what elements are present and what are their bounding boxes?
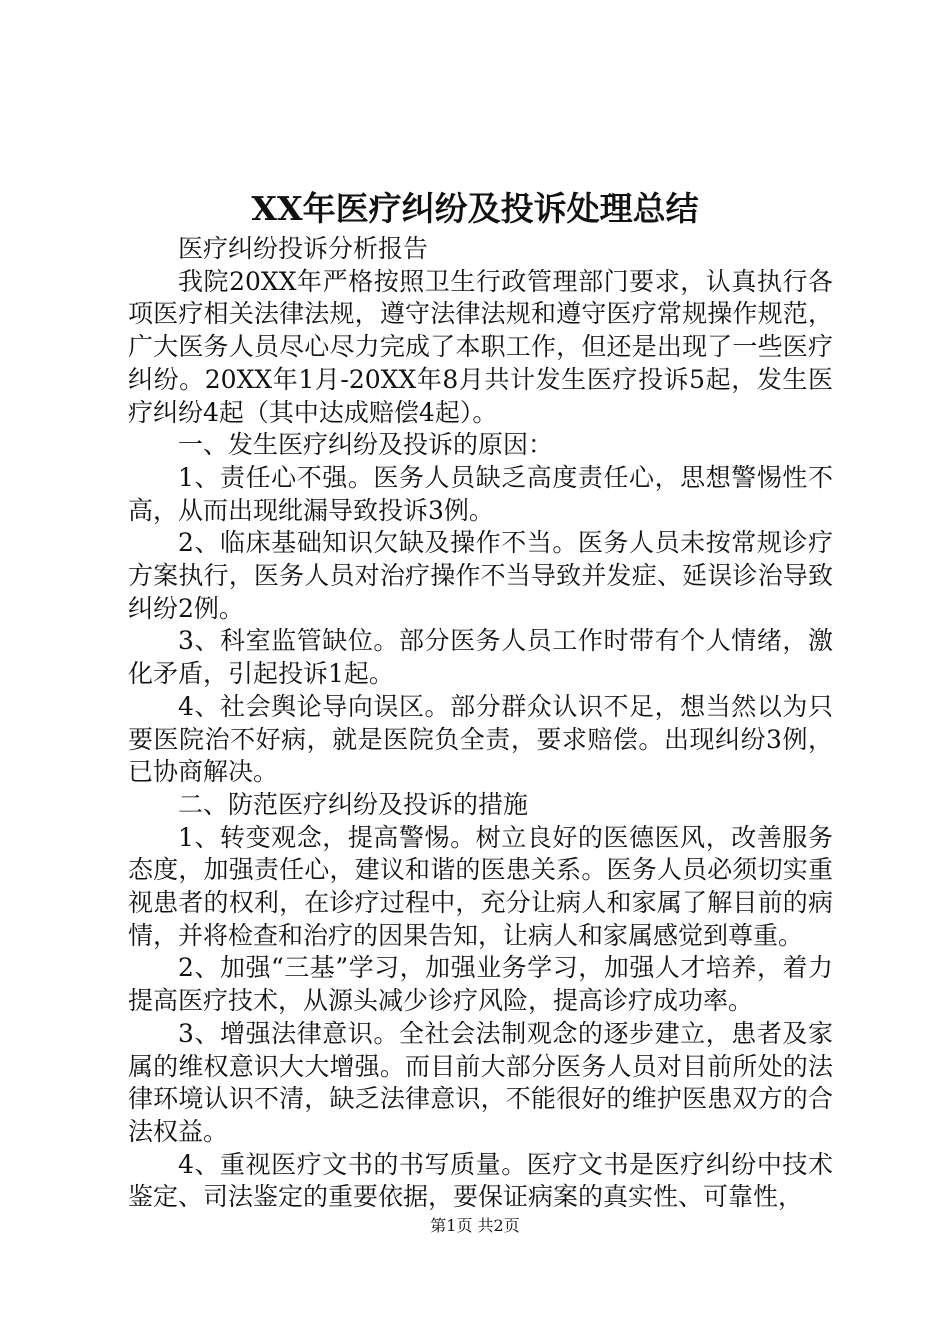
document-title: XX年医疗纠纷及投诉处理总结 (251, 189, 699, 228)
section-heading-measures: 二、防范医疗纠纷及投诉的措施 (178, 789, 529, 819)
section-heading-causes: 一、发生医疗纠纷及投诉的原因： (178, 430, 554, 460)
paragraph-cause-4: 4、社会舆论导向误区。部分群众认识不足，想当然以为只要医院治不好病，就是医院负全责，要求赔偿。出现纠纷3例，已协商解决。 (128, 691, 833, 787)
paragraph-cause-3: 3、科室监管缺位。部分医务人员工作时带有个人情绪，激化矛盾，引起投诉1起。 (128, 626, 833, 689)
paragraph-measure-1: 1、转变观念，提高警惕。树立良好的医德医风，改善服务态度，加强责任心，建议和谐的医患关系。医务人员必须切实重视患者的权利，在诊疗过程中，充分让病人和家属了解目前的病情，并将检查和治疗的因果告知，让病人和家属感觉到尊重。 (128, 822, 833, 950)
paragraph-measure-4: 4、重视医疗文书的书写质量。医疗文书是医疗纠纷中技术鉴定、司法鉴定的重要依据，要保证病案的真实性、可靠性， (128, 1149, 833, 1212)
paragraph-cause-2: 2、临床基础知识欠缺及操作不当。医务人员未按常规诊疗方案执行，医务人员对治疗操作不当导致并发症、延误诊治导致纠纷2例。 (128, 528, 833, 623)
paragraph-intro: 我院20XX年严格按照卫生行政管理部门要求，认真执行各项医疗相关法律法规，遵守法律法规和遵守医疗常规操作规范，广大医务人员尽心尽力完成了本职工作，但还是出现了一些医疗纠纷。20XX年1月-20XX年8月共计发生医疗投诉5起，发生医疗纠纷4起（其中达成赔偿4起）。 (128, 266, 833, 427)
paragraph-report-heading: 医疗纠纷投诉分析报告 (178, 234, 429, 263)
paragraph-cause-1: 1、责任心不强。医务人员缺乏高度责任心，思想警惕性不高，从而出现纰漏导致投诉3例。 (128, 462, 833, 525)
paragraph-measure-2: 2、加强“三基”学习，加强业务学习，加强人才培养，着力提高医疗技术，从源头减少诊疗风险，提高诊疗成功率。 (128, 953, 833, 1016)
page-footer: 第1页 共2页 (430, 1216, 520, 1235)
document-body (128, 233, 833, 1214)
paragraph-measure-3: 3、增强法律意识。全社会法制观念的逐步建立，患者及家属的维权意识大大增强。而目前大部分医务人员对目前所处的法律环境认识不清，缺乏法律意识，不能很好的维护医患双方的合法权益。 (128, 1018, 833, 1146)
